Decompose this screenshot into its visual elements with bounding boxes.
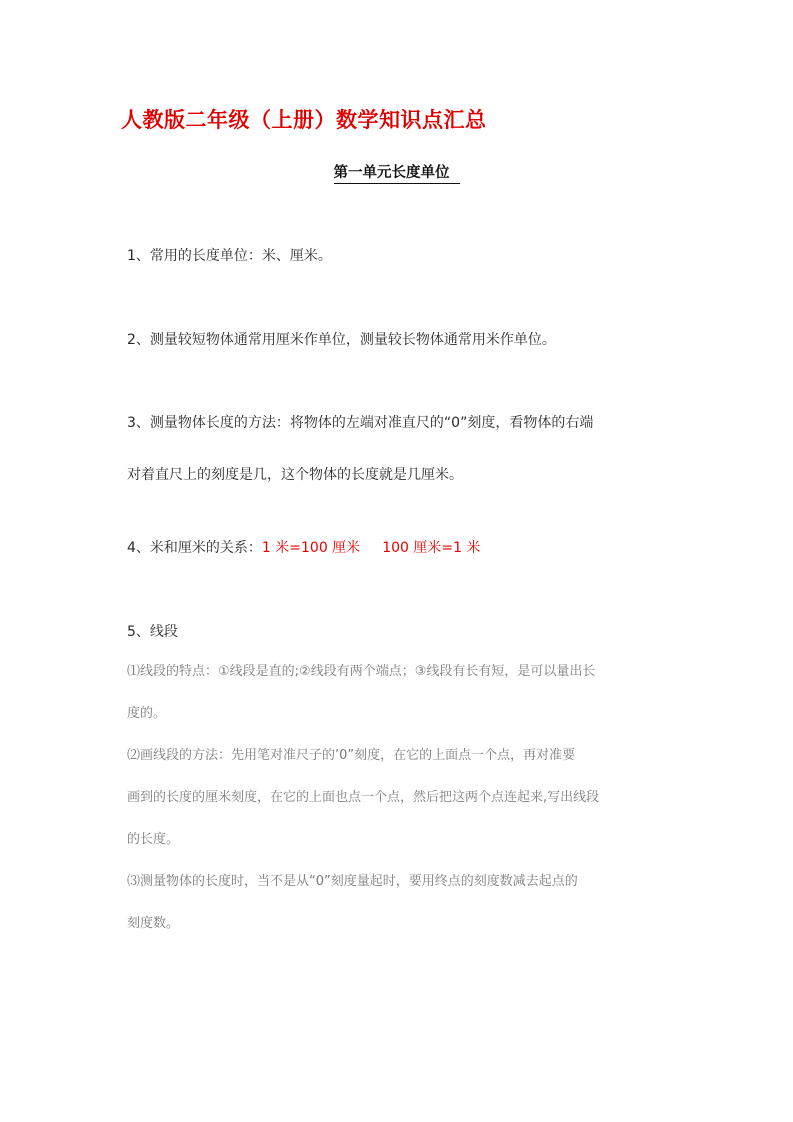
item-1 <box>127 246 672 266</box>
item-4 <box>127 538 672 558</box>
subitem-3-line-1: ⑶测量物体的长度时，当不是从“0”刻度量起时，要用终点的刻度数减去起点的 <box>127 874 578 889</box>
item-4-relation-2: 100 厘米=1 米 <box>382 540 481 556</box>
unit-title <box>0 163 793 184</box>
subitem-2-line-3: 的长度。 <box>127 832 180 847</box>
item-3 <box>127 413 672 485</box>
item-3-line-1: 3、测量物体长度的方法：将物体的左端对准直尺的“0”刻度，看物体的右端 <box>127 415 594 431</box>
item-2-text: 2、测量较短物体通常用厘米作单位，测量较长物体通常用米作单位。 <box>127 332 556 348</box>
item-4-line <box>127 538 672 558</box>
item-4-relation-1: 1 米=100 厘米 <box>261 540 361 556</box>
unit-title-text: 第一单元长度单位 <box>334 163 460 184</box>
item-3-line-2: 对着直尺上的刻度是几，这个物体的长度就是几厘米。 <box>127 467 463 483</box>
document-title: 人教版二年级（上册）数学知识点汇总 <box>121 108 487 132</box>
subitem-2-line-1: ⑵画线段的方法：先用笔对准尺子的’0”刻度，在它的上面点一个点，再对准要 <box>127 748 576 763</box>
subitem-1-line-1: ⑴线段的特点：①线段是直的;②线段有两个端点；③线段有长有短，是可以量出长 <box>127 664 596 679</box>
subitem-3-line-2: 刻度数。 <box>127 916 180 931</box>
item-2 <box>127 330 672 350</box>
item-5 <box>127 622 672 642</box>
subitem-3 <box>127 872 672 934</box>
subitem-1 <box>127 662 672 724</box>
item-1-text: 1、常用的长度单位：米、厘米。 <box>127 248 332 264</box>
subitem-2 <box>127 746 672 850</box>
item-4-label: 4、米和厘米的关系： <box>127 540 262 556</box>
subitem-2-line-2: 画到的长度的厘米刻度，在它的上面也点一个点，然后把这两个点连起来,写出线段 <box>127 790 600 805</box>
subitem-1-line-2: 度的。 <box>127 706 167 721</box>
item-5-text: 5、线段 <box>127 624 178 640</box>
